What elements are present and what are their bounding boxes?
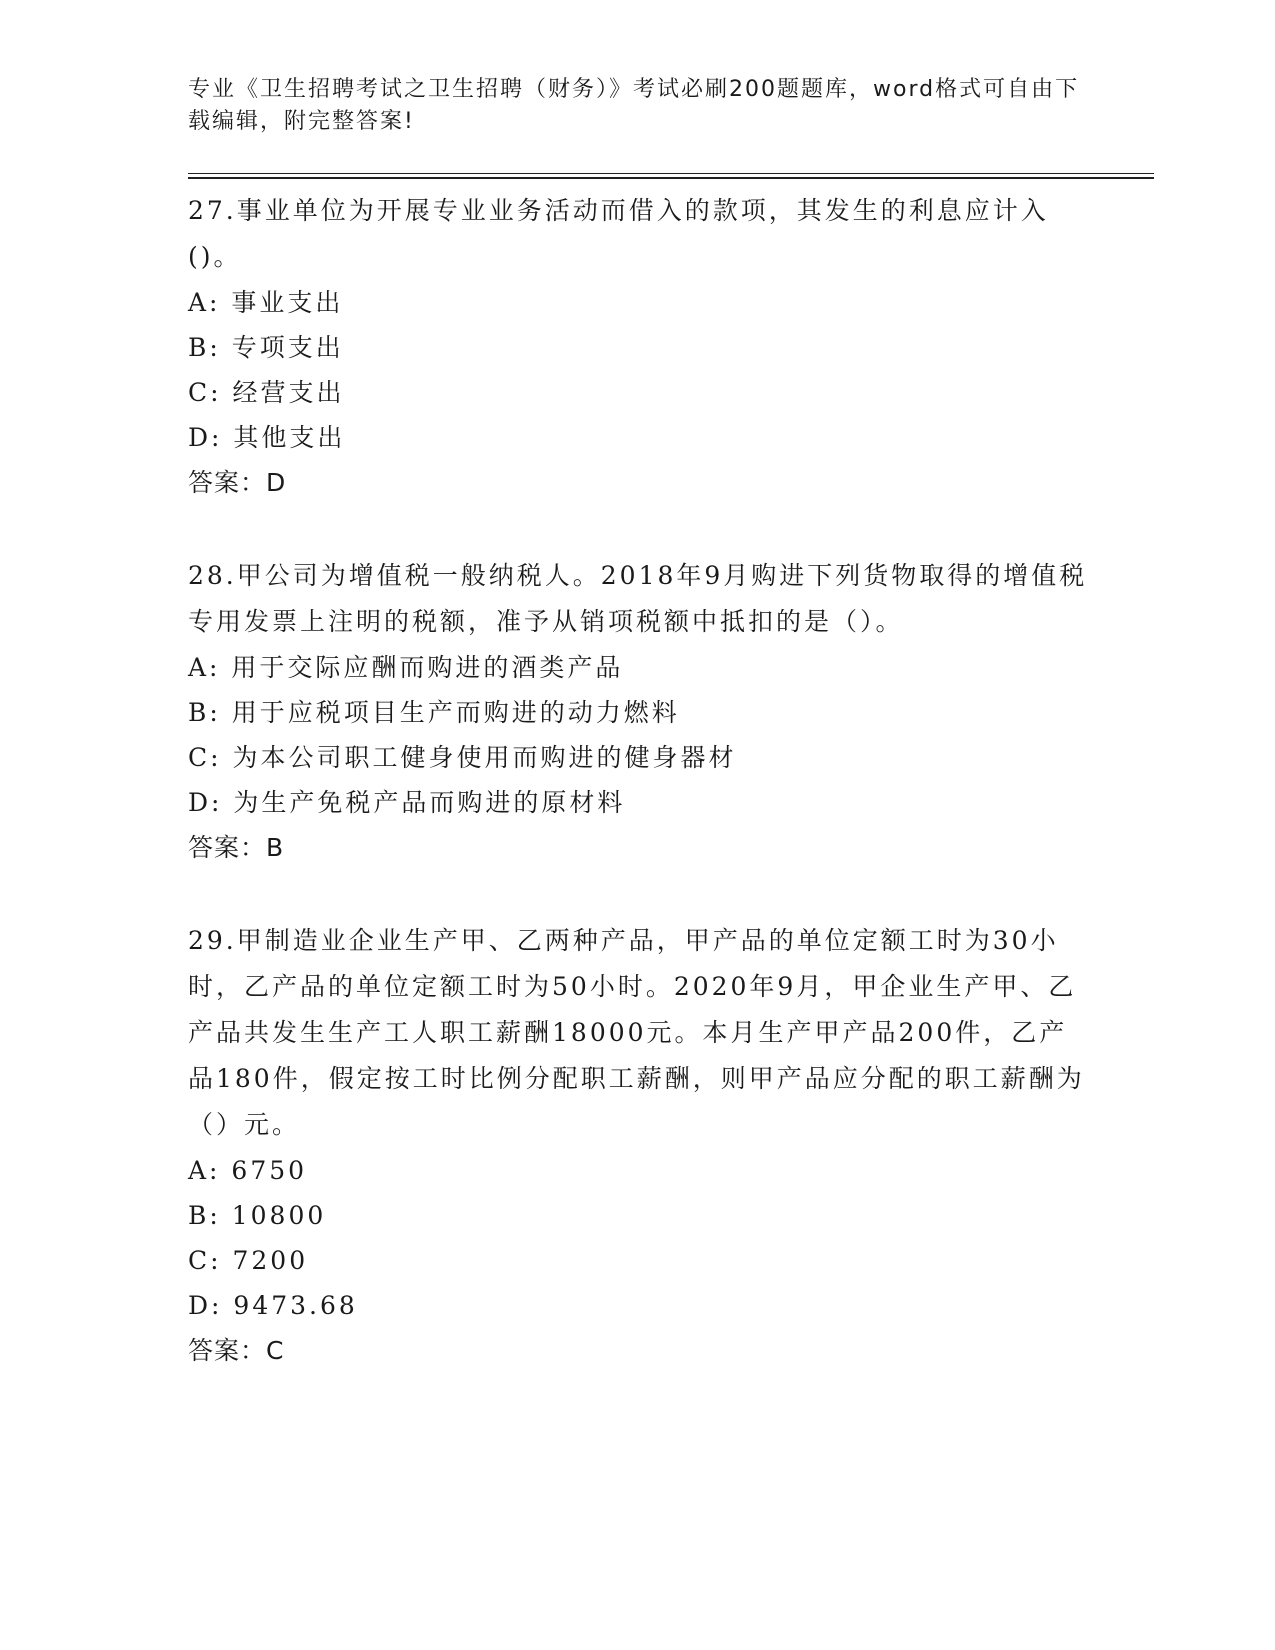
answer-line: 答案：D <box>188 468 287 497</box>
option-d: D: 为生产免税产品而购进的原材料 <box>188 788 626 817</box>
option-a: A: 事业支出 <box>188 288 344 317</box>
option-a: A: 6750 <box>188 1156 308 1185</box>
document-header: 专业《卫生招聘考试之卫生招聘（财务）》考试必刷200题题库，word格式可自由下载编辑，附完整答案! <box>188 77 1080 134</box>
option-d: D: 9473.68 <box>188 1291 358 1320</box>
question-spacer <box>188 870 1088 918</box>
question-stem: 27.事业单位为开展专业业务活动而借入的款项，其发生的利息应计入()。 <box>188 196 1049 271</box>
option-a: A: 用于交际应酬而购进的酒类产品 <box>188 653 624 682</box>
option-b: B: 专项支出 <box>188 333 344 362</box>
header-divider-thin <box>188 173 1154 174</box>
option-c: C: 7200 <box>188 1246 309 1275</box>
option-c: C: 为本公司职工健身使用而购进的健身器材 <box>188 743 737 772</box>
header-divider-thick <box>188 177 1154 179</box>
question-29 <box>188 918 1088 1373</box>
answer-line: 答案：B <box>188 833 285 862</box>
question-27 <box>188 188 1088 505</box>
option-b: B: 用于应税项目生产而购进的动力燃料 <box>188 698 680 727</box>
option-b: B: 10800 <box>188 1201 327 1230</box>
answer-line: 答案：C <box>188 1336 285 1365</box>
question-28 <box>188 553 1088 870</box>
option-d: D: 其他支出 <box>188 423 346 452</box>
question-stem: 28.甲公司为增值税一般纳税人。2018年9月购进下列货物取得的增值税专用发票上注明的税额，准予从销项税额中抵扣的是（）。 <box>188 561 1088 636</box>
option-c: C: 经营支出 <box>188 378 345 407</box>
question-list <box>188 188 1088 1373</box>
question-stem: 29.甲制造业企业生产甲、乙两种产品，甲产品的单位定额工时为30小时，乙产品的单位定额工时为50小时。2020年9月，甲企业生产甲、乙产品共发生生产工人职工薪酬18000元。本月生产甲产品200件，乙产品180件，假定按工时比例分配职工薪酬，则甲产品应分配的职工薪酬为（）元。 <box>188 926 1085 1139</box>
question-spacer <box>188 505 1088 553</box>
